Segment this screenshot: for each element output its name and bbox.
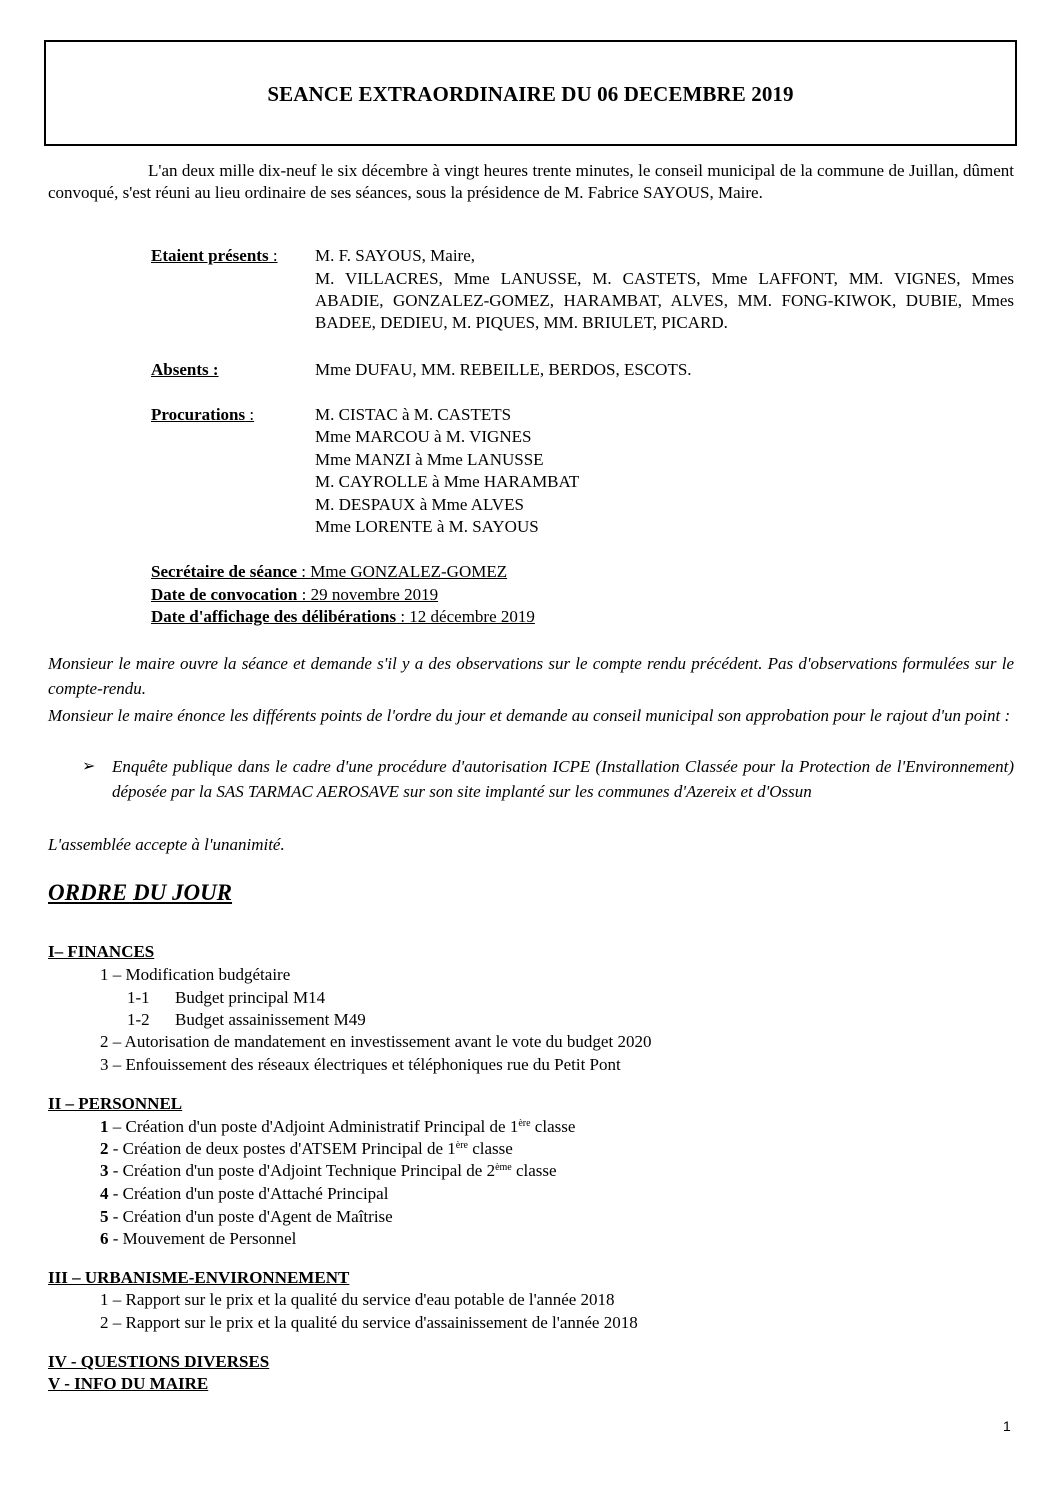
secretaire-row [151,562,507,582]
added-point-text: Enquête publique dans le cadre d'une procédure d'autorisation ICPE (Installation Classée pour la Protection de l'Environnement) déposée par la SAS TARMAC AEROSAVE sur son site implanté sur les communes d'Azereix et d'Ossun [112,757,1014,801]
presents-label-row [151,246,278,266]
approbation-paragraph: Monsieur le maire énonce les différents points de l'ordre du jour et demande au conseil municipal son approbation pour le rajout d'un point : [48,706,1011,725]
finances-item: 2 – Autorisation de mandatement en investissement avant le vote du budget 2020 [100,1032,652,1051]
convocation-value: : 29 novembre 2019 [297,585,439,604]
item-text-end: classe [511,1161,557,1180]
item-number: 4 [100,1184,109,1203]
item-text: - Création d'un poste d'Adjoint Technique Principal de 2 [108,1161,496,1180]
presents-list: M. VILLACRES, Mme LANUSSE, M. CASTETS, Mme LAFFONT, MM. VIGNES, Mmes ABADIE, GONZALEZ-GOMEZ, HARAMBAT, ALVES, MM. FONG-KIWOK, DUBIE, Mmes BADEE, DEDIEU, M. PIQUES, MM. BRIULET, PICARD. [315,269,1014,332]
item-text-end: classe [530,1117,576,1136]
item-sup: ère [518,1118,531,1129]
personnel-item [100,1117,575,1137]
finances-subitem-num: 1-2 [127,1010,150,1029]
urbanisme-item: 1 – Rapport sur le prix et la qualité du service d'eau potable de l'année 2018 [100,1290,615,1309]
title-box [44,40,1017,146]
personnel-item [100,1229,296,1249]
ordre-du-jour-heading: ORDRE DU JOUR [48,880,233,905]
urbanisme-item: 2 – Rapport sur le prix et la qualité du service d'assainissement de l'année 2018 [100,1313,638,1332]
item-text: – Création d'un poste d'Adjoint Administratif Principal de 1 [108,1117,519,1136]
procuration-item: M. CISTAC à M. CASTETS [315,405,512,424]
procurations-sep: : [245,405,255,424]
added-point-bullet [82,754,1014,804]
item-text: - Création d'un poste d'Attaché Principal [108,1184,389,1203]
unanimite-paragraph: L'assemblée accepte à l'unanimité. [48,835,285,854]
affichage-value: : 12 décembre 2019 [396,607,535,626]
secretaire-label: Secrétaire de séance [151,562,298,581]
item-number: 5 [100,1207,109,1226]
item-text: - Mouvement de Personnel [108,1229,297,1248]
procuration-item: Mme MARCOU à M. VIGNES [315,427,532,446]
secretaire-value: : Mme GONZALEZ-GOMEZ [297,562,508,581]
observations-paragraph: Monsieur le maire ouvre la séance et demande s'il y a des observations sur le compte rendu précédent. Pas d'observations formulées sur le compte-rendu. [48,654,1014,698]
presents-label: Etaient présents [151,246,269,265]
section-personnel-heading: II – PERSONNEL [48,1094,183,1113]
finances-subitem-num: 1-1 [127,988,150,1007]
item-text-end: classe [467,1139,513,1158]
procurations-label-row [151,405,254,425]
convocation-row [151,585,438,605]
item-number: 1 [100,1117,109,1136]
finances-item: 3 – Enfouissement des réseaux électriques et téléphoniques rue du Petit Pont [100,1055,621,1074]
personnel-item [100,1161,557,1181]
section-urbanisme-heading: III – URBANISME-ENVIRONNEMENT [48,1268,350,1287]
item-text: - Création de deux postes d'ATSEM Principal de 1 [108,1139,456,1158]
affichage-row [151,607,535,627]
item-number: 6 [100,1229,109,1248]
page-title: SEANCE EXTRAORDINAIRE DU 06 DECEMBRE 2019 [267,82,794,106]
finances-subitem: Budget assainissement M49 [175,1010,366,1029]
item-sup: ère [455,1140,468,1151]
finances-item: 1 – Modification budgétaire [100,965,291,984]
affichage-label: Date d'affichage des délibérations [151,607,397,626]
procuration-item: Mme LORENTE à M. SAYOUS [315,517,539,536]
presents-first: M. F. SAYOUS, Maire, [315,246,476,265]
absents-label: Absents : [151,360,219,379]
intro-paragraph: L'an deux mille dix-neuf le six décembre à vingt heures trente minutes, le conseil municipal de la commune de Juillan, dûment convoqué, s'est réuni au lieu ordinaire de ses séances, sous la présidence de M. Fabrice SAYOUS, Maire. [48,161,1014,202]
convocation-label: Date de convocation [151,585,298,604]
item-sup: ème [495,1162,512,1173]
section-finances-heading: I– FINANCES [48,942,155,961]
personnel-item [100,1207,393,1227]
arrow-bullet-icon: ➢ [82,758,96,775]
presents-sep: : [268,246,278,265]
personnel-item [100,1139,513,1159]
section-info-heading: V - INFO DU MAIRE [48,1374,209,1393]
procurations-label: Procurations [151,405,246,424]
procuration-item: Mme MANZI à Mme LANUSSE [315,450,544,469]
item-text: - Création d'un poste d'Agent de Maîtrise [108,1207,393,1226]
item-number: 2 [100,1139,109,1158]
personnel-item [100,1184,388,1204]
section-questions-heading: IV - QUESTIONS DIVERSES [48,1352,270,1371]
procuration-item: M. CAYROLLE à Mme HARAMBAT [315,472,580,491]
procuration-item: M. DESPAUX à Mme ALVES [315,495,524,514]
finances-subitem: Budget principal M14 [175,988,326,1007]
page-number: 1 [1003,1418,1011,1434]
absents-value: Mme DUFAU, MM. REBEILLE, BERDOS, ESCOTS. [315,360,692,379]
item-number: 3 [100,1161,109,1180]
